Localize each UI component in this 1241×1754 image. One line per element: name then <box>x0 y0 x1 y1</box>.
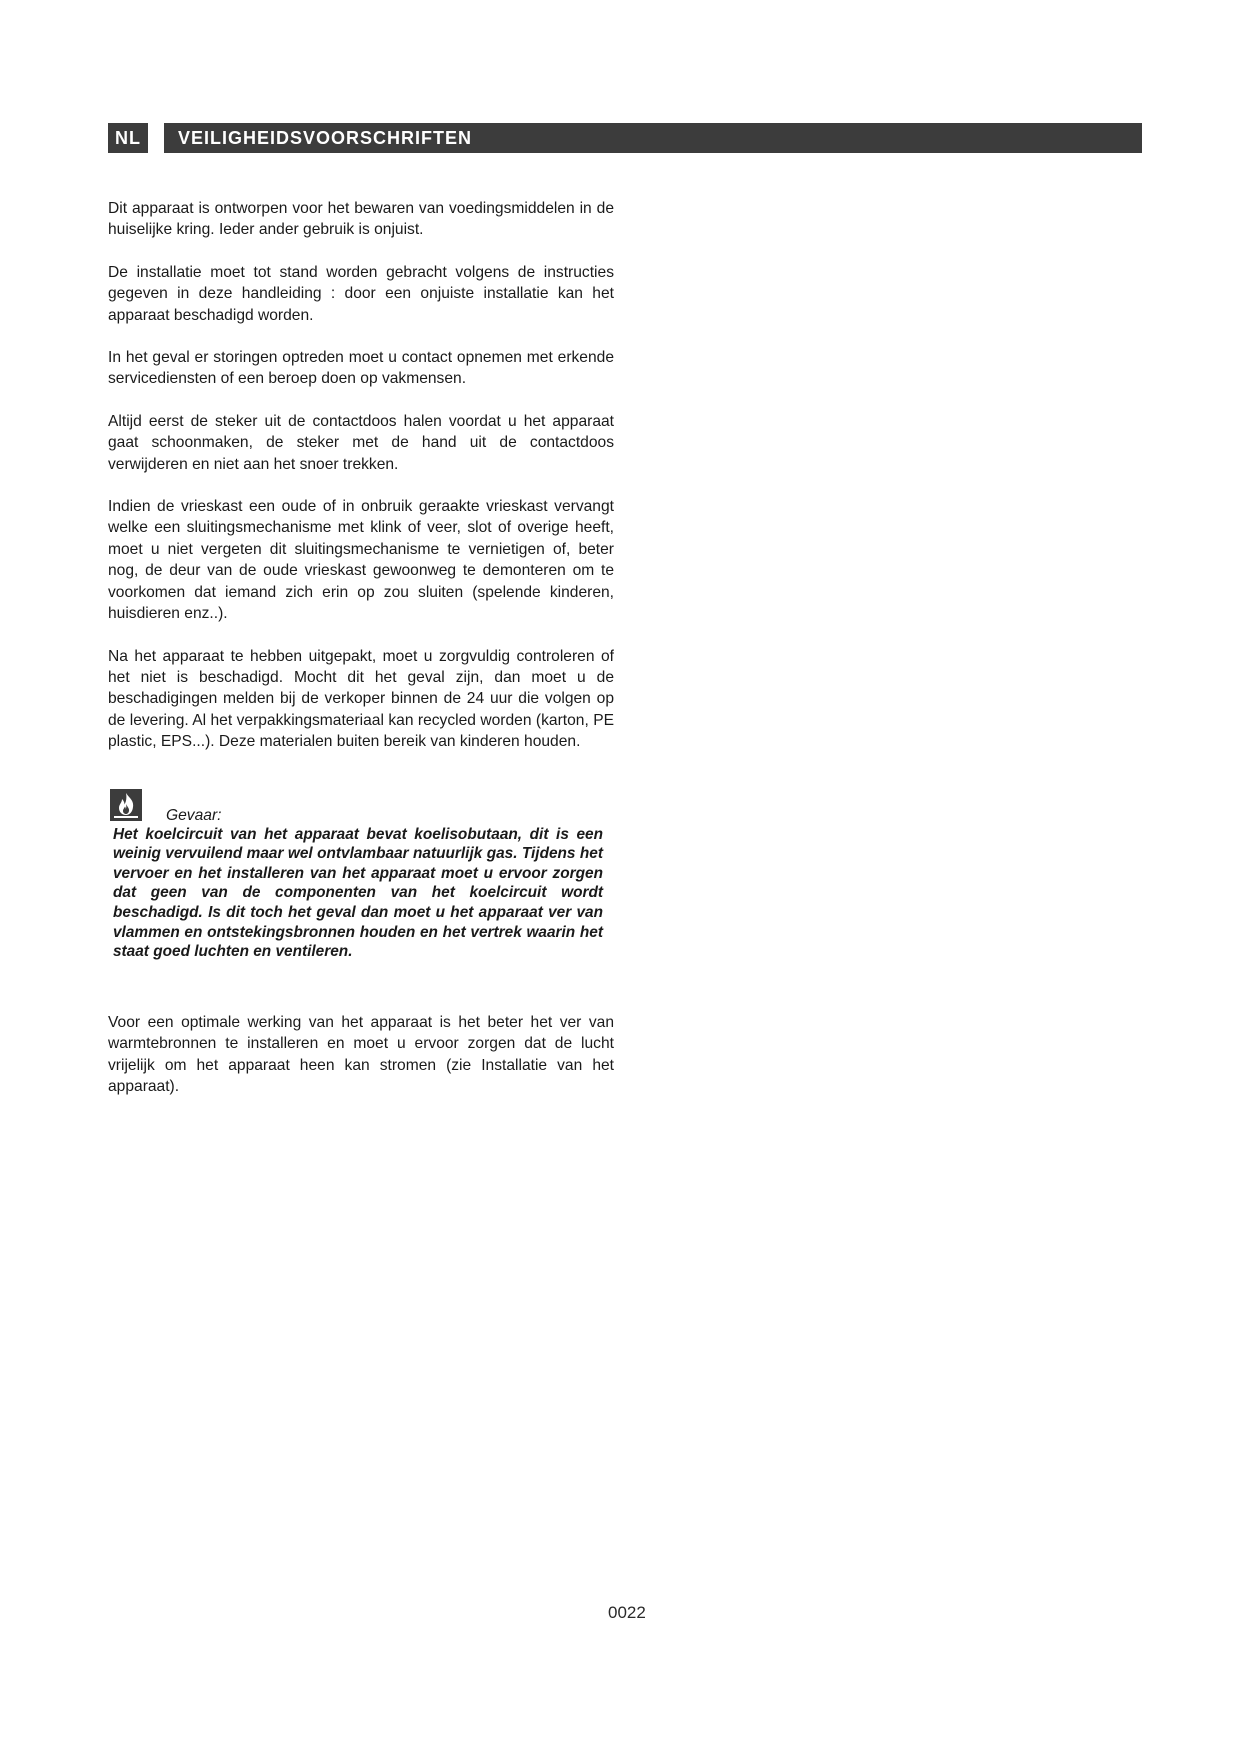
paragraph-old-freezer: Indien de vrieskast een oude of in onbruik geraakte vrieskast vervangt welke een sluitingsmechanisme met klink of veer, slot of overige heeft, moet u niet vergeten dit sluitingsmechanisme te vernietigen of, beter nog, de deur van de oude vrieskast gewoonweg te demonteren om te voorkomen dat iemand zich erin op zou sluiten (spelende kinderen, huisdieren enz..). <box>108 498 614 623</box>
paragraph-optimal-operation: Voor een optimale werking van het apparaat is het beter het ver van warmtebronnen te installeren en moet u ervoor zorgen dat de lucht vrijelijk om het apparaat heen kan stromen (zie Installatie van het apparaat). <box>108 1013 614 1095</box>
paragraph-unpacking: Na het apparaat te hebben uitgepakt, moet u zorgvuldig controleren of het niet is beschadigd. Mocht dit het geval zijn, dan moet u de beschadigingen melden bij de verkoper binnen de 24 uur die volgen op de levering. Al het verpakkingsmateriaal kan recycled worden (karton, PE plastic, EPS...). Deze materialen buiten bereik van kinderen houden. <box>108 647 614 751</box>
paragraph-cleaning: Altijd eerst de steker uit de contactdoos halen voordat u het apparaat gaat schoonmaken, de steker met de hand uit de contactdoos verwijderen en niet aan het snoer trekken. <box>108 412 614 473</box>
fire-warning-icon <box>110 789 142 821</box>
paragraph-installation: De installatie moet tot stand worden gebracht volgens de instructies gegeven in deze handleiding : door een onjuiste installatie kan het apparaat beschadigd worden. <box>108 263 614 324</box>
page-number: 0022 <box>608 1603 646 1622</box>
danger-text: Het koelcircuit van het apparaat bevat koelisobutaan, dit is een weinig vervuilend maar wel ontvlambaar natuurlijk gas. Tijdens het vervoer en het installeren van het apparaat moet u ervoor zorgen dat geen van de componenten van het koelcircuit wordt beschadigd. Is dit toch het geval dan moet u het apparaat ver van vlammen en ontstekingsbronnen houden en het vertrek waarin het staat goed luchten en ventileren. <box>113 825 603 961</box>
section-title: VEILIGHEIDSVOORSCHRIFTEN <box>164 123 1142 153</box>
document-body <box>108 198 614 1097</box>
paragraph-malfunction: In het geval er storingen optreden moet u contact opnemen met erkende servicediensten of een beroep doen op vakmensen. <box>108 349 614 388</box>
danger-warning <box>108 789 614 962</box>
danger-label: Gevaar: <box>166 806 222 824</box>
danger-header <box>110 789 614 825</box>
paragraph-intended-use: Dit apparaat is ontworpen voor het bewaren van voedingsmiddelen in de huiselijke kring. Ieder ander gebruik is onjuist. <box>108 200 614 239</box>
language-badge: NL <box>108 123 148 153</box>
